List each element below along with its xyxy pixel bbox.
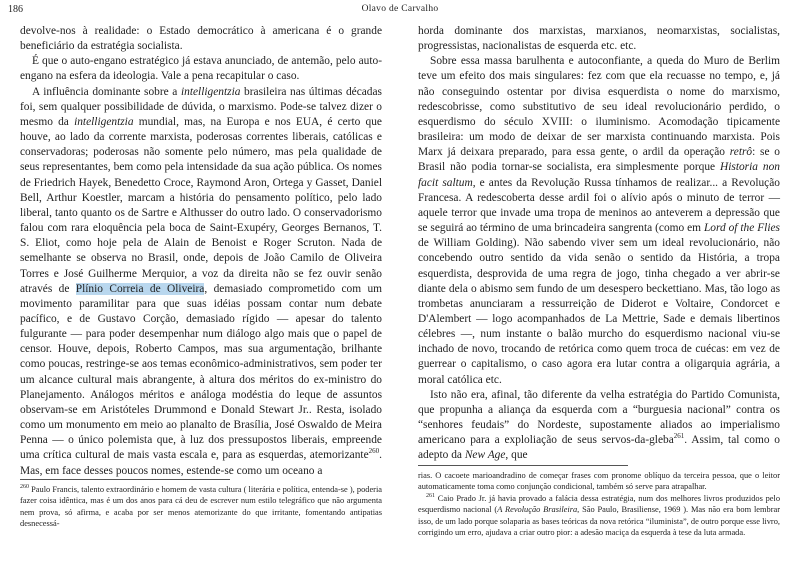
text-run: . Assim, tal como o adepto da — [418, 434, 780, 462]
footnote-260 — [20, 484, 382, 530]
paragraph: É que o auto-engano estratégico já estava anunciado, de antemão, pelo auto-engano na esfera da ideologia. Vale a pena recapitular o caso. — [20, 55, 382, 83]
footnote-continuation: rias. O cacoete marioandradino de começar frases com pronome oblíquo da terceira pessoa, que o leitor automaticamente toma como conjunção condicional, também só serve para atrapalhar. — [418, 471, 780, 492]
footnote-text: Paulo Francis, talento extraordinário e homem de vasta cultura ( literária e política, entenda-se ), poderia fazer coisa idêntica, mas é um dos anos para cá deu de escrever num estilo telegráfico que não argumenta nem prova, só afirma, e acaba por ser menos atemorizante do que irritante, fomentando antipatias desnecessá- — [20, 485, 383, 529]
footnote-ref-261[interactable]: 261 — [673, 432, 685, 441]
text-run: , demasiado comprometido com um movimento paramilitar para que suas idéias possam contar num debate pacífico, e de Gustavo Corção, demasiado rígido — apesar do talento fulgurante — para poder desempenhar num diálogo algo mais que o papel de censor. Houve, depois, Roberto Campos, mas sua argumentação, brilhante como poucas, restringe-se aos temas econômico-administrativos, sem poder ter um alcance cultural mais abrangente, à altura dos méritos do ex-ministro do Planejamento. Análogos méritos e análoga modéstia do leque de assuntos observam-se em Aristóteles Drummond e Donald Stewart Jr.. Resta, isolado como um monumento em meio ao planalto de Brasília, José Oswaldo de Meira Penna — o único polemista que, à luz dos pressupostos liberais, empreende uma crítica cultural de mais vasta escala e, para as esquerdas, atemorizante — [20, 282, 383, 462]
footnote-number: 260 — [20, 484, 29, 491]
italic-term: New Age — [464, 449, 506, 462]
text-run: de William Golding). Não sabendo viver sem um ideal revolucionário, não concebendo outro sentido da vida senão o sentido da História, a tropa esquerdista, desprovida de uma regra de jogo, tinha chegado a ver abrir-se diante dela o abismo sem fundo de um desespero beckettiano. Mas, tão logo as trombetas anunciaram a ressurreição de Diderot e Voltaire, Condorcet e D'Alembert — logo acompanhados de La Mettrie, Sade e demais libertinos célebres —, num instante o balão murcho do esquerdismo nacional viu-se inchado de novo, trocando de retórica como quem troca de cuécas: em vez de guerrear o capitalismo, o caso agora era lutar contra a oligarquia agrária, a moral católica etc. — [418, 237, 780, 386]
footnote-number: 261 — [426, 493, 435, 500]
footnote-divider — [20, 479, 230, 480]
page-number: 186 — [8, 4, 23, 15]
italic-term: intelligentzia — [74, 115, 134, 128]
left-column — [20, 24, 382, 479]
italic-title: Lord of the Flies — [703, 222, 780, 235]
footnote-text: , São Paulo, Brasiliense, 1969 ). Mas não era bom lembrar isso, de um lado porque solaparia as bases teóricas da nova retórica “iluminista”, de outro porque esse livro, corrigindo um erro, ajudava a criar outro pior: a adesão maciça da esquerda à tese da luta armada. — [418, 505, 781, 538]
text-run: , e antes da Revolução Russa tínhamos de realizar... a Revolução Francesa. A redescoberta desse ardil foi o alívio após o minuto de terror — aquele terror que invade uma tropa de meninos ao anteverem a depressão que se seguirá ao término de uma brincadeira sangrenta (como em — [418, 176, 780, 235]
text-run: : se o Brasil não podia tornar-se socialista, era simplesmente porque — [418, 146, 780, 174]
footnote-divider — [418, 465, 628, 466]
paragraph — [418, 388, 780, 464]
footnote-261 — [418, 493, 780, 539]
italic-phrase: Historia non facit saltum — [418, 161, 780, 189]
text-run: Isto não era, afinal, tão diferente da velha estratégia do Partido Comunista, que propunha a aliança da esquerda com a “burguesia nacional” contra os “senhores feudais” do Nordeste, supostamente aliados ao imperialismo americano para a exploliação de seus servos-da-gleba — [418, 388, 780, 447]
highlighted-text-selection[interactable]: Plínio Correia de Oliveira — [75, 282, 205, 295]
text-run: Sobre essa massa barulhenta e autoconfiante, a queda do Muro de Berlim teve um efeito dos mais singulares: fez com que ela recuasse no tempo, e, já não conseguindo ostentar por divisa esquerdista o nome do marxismo, redescobrisse, como substitutivo de seu ideal revolucionário perdido, o esquerdismo do século XVIII: o iluminismo. Acomodação tipicamente brasileira: um modo de deixar de ser marxista continuando marxista. Pois Marx já deixara preparado, para essa gente, o ardil da operação — [418, 55, 780, 159]
paragraph — [20, 85, 382, 479]
text-run: . Mas, em face desses poucos nomes, estende-se como um oceano a — [20, 449, 382, 477]
footnotes-right — [418, 470, 780, 538]
running-head: Olavo de Carvalho — [361, 4, 439, 14]
text-run: brasileira nas últimas décadas foi, sem qualquer possibilidade de dúvida, o marxismo. Pode-se talvez dizer o mesmo da — [20, 85, 382, 128]
paragraph: horda dominante dos marxistas, marxianos, neomarxistas, socialistas, progressistas, nacionalistas de esquerda etc. etc. — [418, 25, 780, 53]
paragraph: devolve-nos à realidade: o Estado democrático à americana é o grande beneficiário da estratégia socialista. — [20, 25, 382, 53]
footnote-text: Caio Prado Jr. já havia provado a falácia dessa estratégia, num dos melhores livros produzidos pelo esquerdismo nacional ( — [418, 493, 781, 515]
italic-term: intelligentzia — [180, 85, 241, 98]
text-run: , que — [505, 449, 528, 462]
italic-title: A Revolução Brasileira — [497, 505, 578, 515]
right-column — [418, 24, 780, 464]
footnotes-left — [20, 484, 382, 530]
italic-term: retrô — [729, 146, 753, 159]
footnote-ref-260[interactable]: 260 — [368, 447, 380, 456]
text-run: A influência dominante sobre a — [32, 85, 181, 98]
paragraph — [418, 54, 780, 387]
text-run: mundial, mas, na Europa e nos EUA, é certo que houve, ao lado da corrente marxista, poderosas correntes liberais, católicas e conservadoras; poderosas não somente pelo número, mas pela qualidade de seus representantes, bem como pela intensidade da sua ação pública. Os nomes de Friedrich Hayek, Benedetto Croce, Raymond Aron, Ortega y Gasset, Daniel Bell, Arthur Koestler, marcam a história do pensamento político, pelo lado liberal, tanto quanto os de Sartre e Althusser do outro lado. O conservadorismo falou com rara eloquência pela boca de Saint-Exupéry, Georges Bernanos, T. S. Eliot, como hoje pela de Alain de Benoist e Roger Scruton. Nada de semelhante se observa no Brasil, onde, depois de João Camilo de Oliveira Torres e José Guilherme Merquior, a voz da direita não se fez ouvir senão através de — [20, 115, 382, 295]
